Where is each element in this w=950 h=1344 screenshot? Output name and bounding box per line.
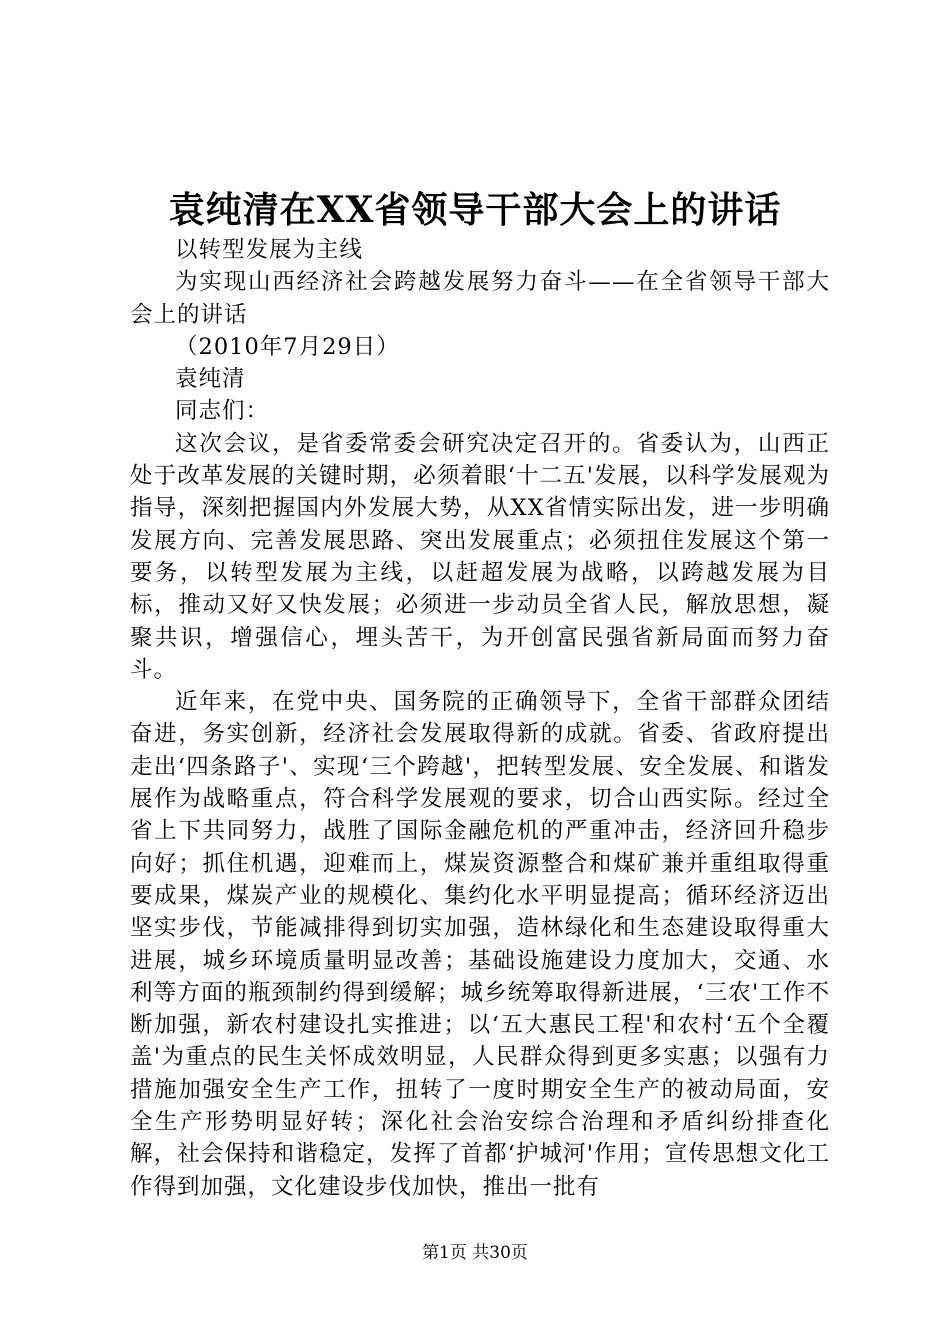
subtitle-main: 为实现山西经济社会跨越发展努力奋斗——在全省领导干部大会上的讲话 (130, 269, 830, 328)
salutation: 同志们： (175, 398, 270, 425)
page-number-footer: 第1页 共30页 (422, 1243, 528, 1263)
speech-date: （2010年7月29日） (175, 333, 400, 360)
body-paragraph: 这次会议，是省委常委会研究决定召开的。省委认为，山西正处于改革发展的关键时期，必须着眼‘十二五'发展，以科学发展观为指导，深刻把握国内外发展大势，从XX省情实际出发，进一步明确发展方向、完善发展思路、突出发展重点；必须扭住发展这个第一要务，以转型发展为主线，以赶超发展为战略，以跨越发展为目标，推动又好又快发展；必须进一步动员全省人民，解放思想，凝聚共识，增强信心，埋头苦干，为开创富民强省新局面而努力奋斗。 (130, 430, 830, 683)
subtitle-theme: 以转型发展为主线 (175, 237, 364, 263)
body-paragraph: 近年来，在党中央、国务院的正确领导下，全省干部群众团结奋进，务实创新，经济社会发展取得新的成就。省委、省政府提出走出‘四条路子'、实现‘三个跨越'，把转型发展、安全发展、和谐发展作为战略重点，符合科学发展观的要求，切合山西实际。经过全省上下共同努力，战胜了国际金融危机的严重冲击，经济回升稳步向好；抓住机遇，迎难而上，煤炭资源整合和煤矿兼并重组取得重要成果，煤炭产业的规模化、集约化水平明显提高；循环经济迈出坚实步伐，节能减排得到切实加强，造林绿化和生态建设取得重大进展，城乡环境质量明显改善；基础设施建设力度加大，交通、水利等方面的瓶颈制约得到缓解；城乡统筹取得新进展，‘三农'工作不断加强，新农村建设扎实推进；以‘五大惠民工程'和农村‘五个全覆盖'为重点的民生关怀成效明显，人民群众得到更多实惠；以强有力措施加强安全生产工作，扭转了一度时期安全生产的被动局面，安全生产形势明显好转；深化社会治安综合治理和矛盾纠纷排查化解，社会保持和谐稳定，发挥了首都‘护城河'作用；宣传思想文化工作得到加强，文化建设步伐加快，推出一批有 (130, 689, 830, 1200)
speaker-name: 袁纯清 (175, 366, 246, 393)
document-body (130, 234, 830, 1203)
document-title: 袁纯清在XX省领导干部大会上的讲话 (168, 189, 782, 231)
